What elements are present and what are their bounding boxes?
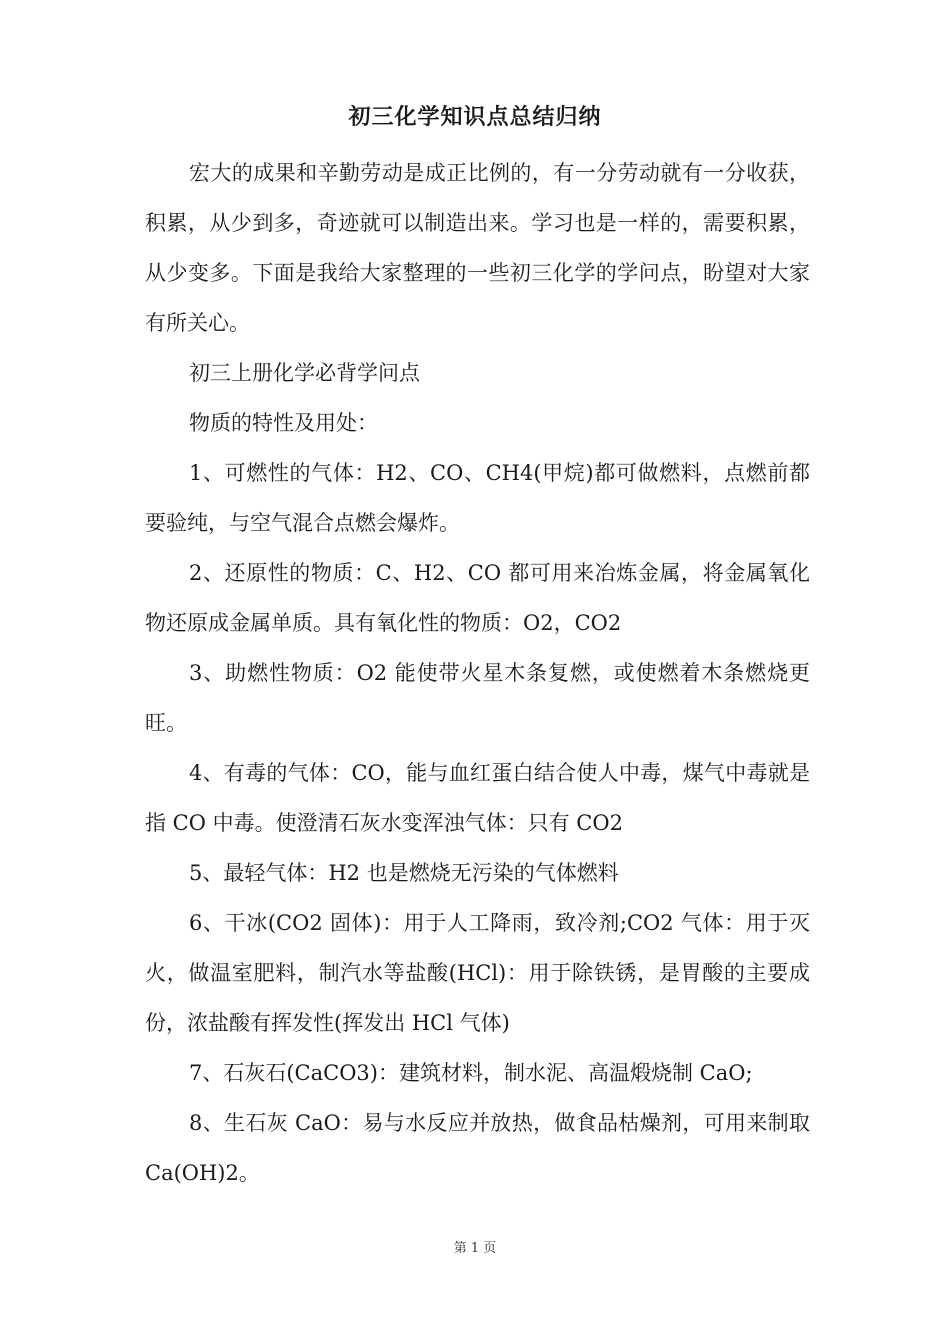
list-item: 3、助燃性物质：O2 能使带火星木条复燃，或使燃着木条燃烧更旺。 bbox=[145, 661, 810, 735]
paragraph-intro: 宏大的成果和辛勤劳动是成正比例的，有一分劳动就有一分收获，积累，从少到多，奇迹就可以制造出来。学习也是一样的，需要积累，从少变多。下面是我给大家整理的一些初三化学的学问点，盼望对大家有所关心。 bbox=[145, 161, 810, 335]
page-title: 初三化学知识点总结归纳 bbox=[348, 105, 602, 130]
list-item: 8、生石灰 CaO：易与水反应并放热，做食品枯燥剂，可用来制取 Ca(OH)2。 bbox=[145, 1111, 810, 1185]
list-item: 7、石灰石(CaCO3)：建筑材料，制水泥、高温煅烧制 CaO; bbox=[189, 1061, 753, 1085]
list-item: 6、干冰(CO2 固体)：用于人工降雨，致冷剂;CO2 气体：用于灭火，做温室肥料，制汽水等盐酸(HCl)：用于除铁锈，是胃酸的主要成份，浓盐酸有挥发性(挥发出 HCl 气体) bbox=[145, 911, 810, 1035]
list-item: 1、可燃性的气体：H2、CO、CH4(甲烷)都可做燃料，点燃前都要验纯，与空气混合点燃会爆炸。 bbox=[145, 461, 810, 535]
list-item: 2、还原性的物质：C、H2、CO 都可用来冶炼金属，将金属氧化物还原成金属单质。具有氧化性的物质：O2，CO2 bbox=[145, 561, 810, 635]
document-body bbox=[145, 148, 810, 1198]
section-heading: 初三上册化学必背学问点 bbox=[189, 361, 420, 385]
page-number: 第 1 页 bbox=[453, 1241, 497, 1256]
list-item: 5、最轻气体：H2 也是燃烧无污染的气体燃料 bbox=[189, 861, 619, 885]
sub-heading: 物质的特性及用处： bbox=[189, 411, 378, 435]
list-item: 4、有毒的气体：CO，能与血红蛋白结合使人中毒，煤气中毒就是指 CO 中毒。使澄清石灰水变浑浊气体：只有 CO2 bbox=[145, 761, 810, 835]
